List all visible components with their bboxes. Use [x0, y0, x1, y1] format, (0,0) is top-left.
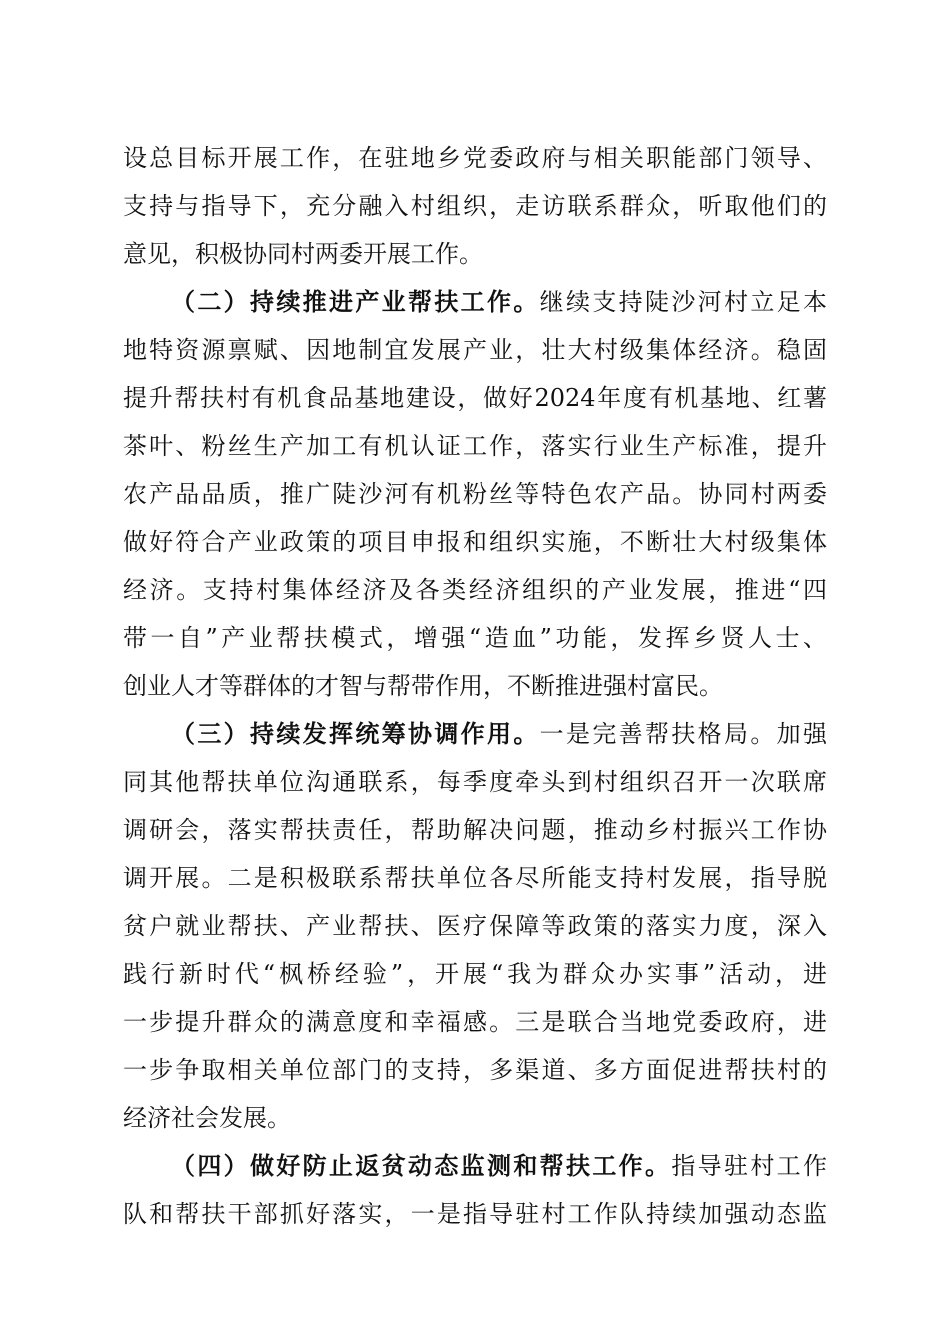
text-line: 地特资源禀赋、因地制宜发展产业，壮大村级集体经济。稳固 — [123, 336, 827, 364]
text-line: 农产品品质，推广陡沙河有机粉丝等特色农产品。协同村两委 — [123, 480, 827, 508]
paragraph-text: 一是完善帮扶格局。加强 — [539, 720, 828, 748]
paragraph-first-line — [123, 278, 827, 326]
section-heading: （二）持续推进产业帮扶工作。 — [171, 287, 540, 316]
text-line: 经济。支持村集体经济及各类经济组织的产业发展，推进“四 — [123, 576, 827, 604]
text-line: 调开展。二是积极联系帮扶单位各尽所能支持村发展，指导脱 — [123, 864, 827, 892]
text-line: 创业人才等群体的才智与帮带作用，不断推进强村富民。 — [123, 672, 723, 700]
text-line: 支持与指导下，充分融入村组织，走访联系群众，听取他们的 — [123, 192, 827, 220]
section-heading: （四）做好防止返贫动态监测和帮扶工作。 — [171, 1151, 672, 1180]
text-line: 队和帮扶干部抓好落实，一是指导驻村工作队持续加强动态监 — [123, 1200, 827, 1228]
text-line: 设总目标开展工作，在驻地乡党委政府与相关职能部门领导、 — [123, 144, 827, 172]
body-text — [123, 134, 827, 1238]
text-line: 提升帮扶村有机食品基地建设，做好2024年度有机基地、红薯 — [123, 384, 827, 412]
text-line: 茶叶、粉丝生产加工有机认证工作，落实行业生产标准，提升 — [123, 432, 827, 460]
text-line: 一步争取相关单位部门的支持，多渠道、多方面促进帮扶村的 — [123, 1056, 827, 1084]
section-heading: （三）持续发挥统筹协调作用。 — [171, 719, 540, 748]
text-line: 调研会，落实帮扶责任，帮助解决问题，推动乡村振兴工作协 — [123, 816, 827, 844]
text-line: 经济社会发展。 — [123, 1104, 291, 1132]
text-line: 一步提升群众的满意度和幸福感。三是联合当地党委政府，进 — [123, 1008, 827, 1036]
paragraph-text: 指导驻村工作 — [671, 1152, 828, 1180]
text-line: 做好符合产业政策的项目申报和组织实施，不断壮大村级集体 — [123, 528, 827, 556]
paragraph-text: 继续支持陡沙河村立足本 — [539, 288, 828, 316]
text-line: 践行新时代“枫桥经验”，开展“我为群众办实事”活动，进 — [123, 960, 827, 988]
paragraph-first-line — [123, 1142, 827, 1190]
text-line: 贫户就业帮扶、产业帮扶、医疗保障等政策的落实力度，深入 — [123, 912, 827, 940]
paragraph-first-line — [123, 710, 827, 758]
text-line: 意见，积极协同村两委开展工作。 — [123, 240, 483, 268]
text-line: 同其他帮扶单位沟通联系，每季度牵头到村组织召开一次联席 — [123, 768, 827, 796]
text-line: 带一自”产业帮扶模式，增强“造血”功能，发挥乡贤人士、 — [123, 624, 827, 652]
